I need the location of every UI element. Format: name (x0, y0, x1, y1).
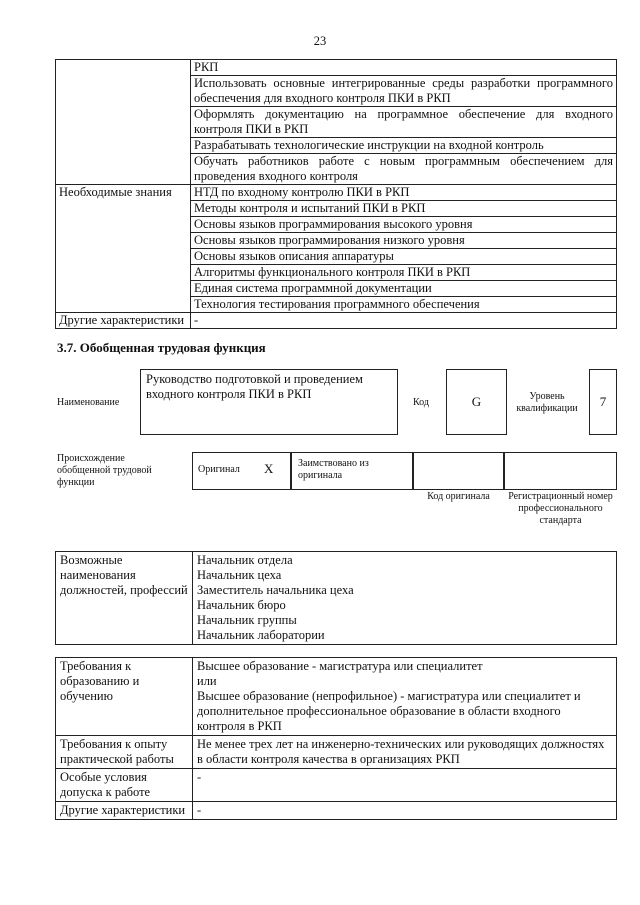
origin-code-caption: Код оригинала (427, 491, 490, 502)
requirement-value: Не менее трех лет на инженерно-технических или руководящих должностях в области контроля качества в организациях РКП (193, 736, 617, 769)
level-value: 7 (599, 394, 607, 409)
list-item: Начальник лаборатории (197, 628, 325, 642)
requirement-value: - (193, 769, 617, 802)
origin-original-label: Оригинал (198, 464, 240, 475)
list-item: Начальник группы (197, 613, 297, 627)
level-label: Уровень квалификации (516, 391, 578, 414)
requirement-label: Требования к опыту практической работы (56, 736, 193, 769)
row-values: РКП Использовать основные интегрированные среды разработки программного обеспечения для входного контроля ПКИ в РКП Оформлять документацию на программное обеспечение для входного контроля ПКИ в РКП Разрабатывать технологические инструкции на входной контроль Обучать работников работе с новым программным обеспечением для проведения входного контроля (191, 60, 617, 185)
origin-reg-caption: Регистрационный номер профессионального стандарта (508, 491, 613, 526)
requirement-label: Особые условия допуска к работе (56, 769, 193, 802)
list-item: Начальник бюро (197, 598, 286, 612)
positions-list (193, 552, 617, 645)
table-row (56, 313, 617, 329)
table-row (56, 185, 617, 313)
origin-borrowed-label: Заимствовано из оригинала (298, 458, 369, 481)
code-value: G (471, 394, 482, 409)
requirements-table (55, 657, 617, 820)
page-number: 23 (313, 34, 327, 48)
name-value-box (140, 369, 398, 435)
row-values: НТД по входному контролю ПКИ в РКП Методы контроля и испытаний ПКИ в РКП Основы языков программирования высокого уровня Основы языков программирования низкого уровня Основы языков описания аппаратуры Алгоритмы функционального контроля ПКИ в РКП Единая система программной документации Технология тестирования программного обеспечения (191, 185, 617, 313)
table-row (56, 769, 617, 802)
table-row (56, 736, 617, 769)
row-values: - (191, 313, 617, 329)
origin-reg-cell (504, 452, 617, 490)
name-value: Руководство подготовкой и проведением входного контроля ПКИ в РКП (146, 372, 363, 401)
origin-code-cell (413, 452, 504, 490)
section-heading: 3.7. Обобщенная трудовая функция (57, 340, 266, 355)
table-row (56, 552, 617, 645)
list-item: Заместитель начальника цеха (197, 583, 354, 597)
row-label: Другие характеристики (56, 313, 191, 329)
name-label: Наименование (57, 397, 120, 408)
requirement-value: Высшее образование - магистратура или специалитет или Высшее образование (непрофильное) - магистратура или специалитет и дополнительное профессиональное образование в области входного контроля в РКП (193, 658, 617, 736)
requirement-label: Другие характеристики (56, 802, 193, 820)
table-row (56, 802, 617, 820)
skills-table (55, 59, 617, 329)
table-row (56, 658, 617, 736)
list-item: Начальник отдела (197, 553, 293, 567)
list-item: Начальник цеха (197, 568, 282, 582)
row-label (56, 60, 191, 185)
positions-table (55, 551, 617, 645)
table-row (56, 60, 617, 185)
requirement-value: - (193, 802, 617, 820)
origin-original-mark: X (264, 461, 274, 476)
row-label: Необходимые знания (56, 185, 191, 313)
positions-label: Возможные наименования должностей, профессий (56, 552, 193, 645)
code-label: Код (413, 397, 429, 408)
requirement-label: Требования к образованию и обучению (56, 658, 193, 736)
origin-label: Происхождение обобщенной трудовой функции (57, 453, 152, 488)
